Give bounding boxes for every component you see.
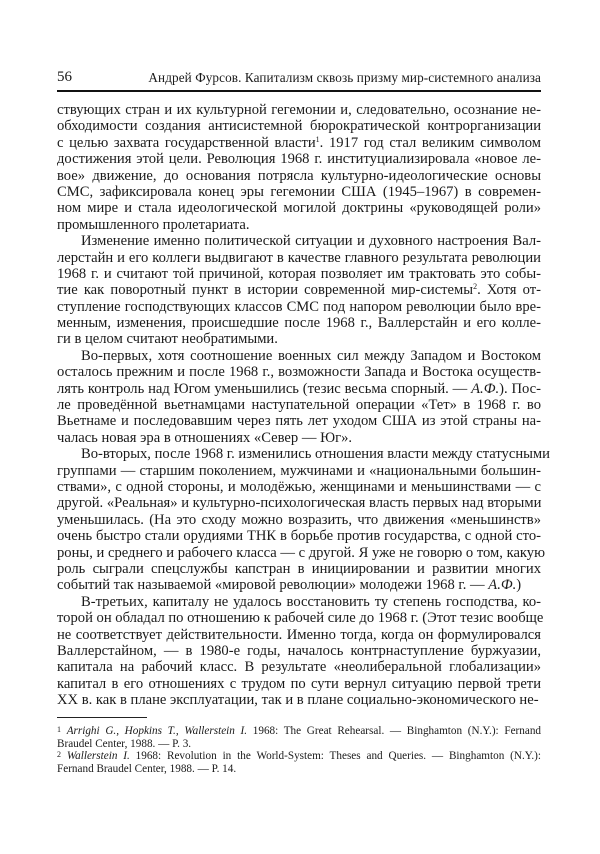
text-segment: роны, и среднего и рабочего класса — с другой. Я уже не говорю о том, какую: [57, 544, 545, 561]
page-number: 56: [57, 69, 72, 85]
text-segment: . 1917 год стал великим символом: [319, 134, 542, 151]
paragraph: [57, 102, 541, 233]
text-segment: не соответствует действительности. Именно тогда, когда он формулировался: [57, 626, 541, 643]
text-line: [57, 168, 541, 184]
text-line: [57, 135, 541, 151]
text-line: [57, 627, 541, 643]
paragraph: [57, 348, 541, 446]
text-line: [57, 266, 541, 282]
text-line: [57, 495, 541, 511]
text-line: [57, 676, 541, 692]
text-segment: очень быстро стали орудиями ТНК в борьбе против государства, с одной сто-: [57, 528, 541, 545]
text-segment: группами — старшим поколением, мужчинами и «национальными большин-: [57, 462, 541, 479]
text-line: [57, 364, 541, 380]
text-segment: событий так называемой «мировой революции» молодежи 1968 г. —: [57, 577, 489, 594]
text-line: [57, 233, 541, 249]
paragraph: [57, 446, 550, 594]
footnote-marker: 1: [315, 134, 320, 144]
italic-text: Wallerstein I.: [66, 750, 130, 763]
text-segment: с целью захвата государственной власти: [57, 134, 316, 151]
text-segment: 1968: The Great Rehearsal. — Binghamton (N.Y.): Fernand: [247, 725, 542, 737]
text-line: [57, 102, 541, 118]
footnote-separator: [57, 717, 147, 718]
text-segment: XX в. как в плане эксплуатации, так и в плане социально-экономического не-: [57, 692, 539, 709]
text-segment: Во-вторых, после 1968 г. изменились отношения власти между статусными: [81, 446, 550, 463]
text-segment: Fernand Braudel Center, 1988. — P. 14.: [57, 762, 237, 775]
footnote: [57, 750, 541, 775]
text-line: [57, 763, 541, 776]
body-text: [57, 102, 550, 709]
text-segment: В-третьих, капиталу не удалось восстановить ту степень господства, ко-: [81, 593, 541, 610]
text-segment: капитала на рабочий класс. В результате «неолиберальной глобализации»: [57, 659, 541, 676]
text-segment: уменьшилась. (На это сходу можно возразить, что движения «меньшинств»: [57, 511, 541, 528]
text-line: [57, 151, 541, 167]
text-line: [57, 561, 541, 577]
text-segment: ном мире и стала идеологической могилой доктрины «руководящей роли»: [57, 200, 541, 217]
text-segment: ). Пос-: [499, 380, 541, 397]
text-line: [57, 479, 541, 495]
text-segment: ): [516, 577, 522, 594]
text-segment: 1968: Revolution in the World-System: Theses and Queries. — Binghamton (N.Y.):: [129, 750, 542, 763]
text-line: [57, 299, 541, 315]
text-segment: промышленного пролетариата.: [57, 216, 250, 233]
text-segment: менным, изменения, происшедшие после 1968 г., Валлерстайн и его колле-: [57, 315, 541, 332]
footnote-marker: 2: [57, 750, 61, 760]
text-segment: ствующих стран и их культурной гегемонии и, следовательно, осознание не-: [57, 102, 541, 118]
italic-text: А.Ф.: [471, 380, 500, 397]
text-line: [57, 528, 541, 544]
paragraph: [57, 233, 541, 348]
text-line: [57, 217, 541, 233]
text-line: [57, 315, 541, 331]
running-title: Андрей Фурсов. Капитализм сквозь призму мир-системного анализа: [148, 70, 541, 85]
text-segment: обходимости создания антисистемной бюрократической контрорганизации: [57, 118, 541, 135]
text-segment: Braudel Center, 1988. — P. 3.: [57, 737, 192, 750]
text-segment: ступление господствующих классов СМС под напором революции было вре-: [57, 298, 541, 315]
text-line: [57, 738, 541, 751]
text-segment: достижения этой цели. Революция 1968 г. институциализировала «новое ле-: [57, 151, 541, 168]
text-segment: роль сыграли спецслужбы капстран в инициировании и развитии многих: [57, 560, 541, 577]
text-segment: лять контроль над Югом уменьшились (тезис весьма спорный. —: [57, 380, 472, 397]
text-line: [57, 610, 544, 627]
italic-text: Arrighi G., Hopkins T., Wallerstein I.: [66, 725, 248, 737]
text-line: [57, 331, 541, 347]
text-segment: 1968 г. и считают той причиной, которая позволяет им трактовать это собы-: [57, 265, 541, 282]
text-line: [57, 577, 541, 593]
text-segment: СМС, зафиксировала конец эры гегемонии США (1945–1967) в современ-: [57, 183, 541, 200]
text-segment: . Хотя от-: [477, 282, 541, 299]
text-line: [57, 446, 550, 463]
text-line: [57, 282, 541, 298]
text-segment: Валлерстайном, — в 1980-е годы, началось контрнаступление буржуазии,: [57, 642, 541, 659]
text-segment: тие как поворотный пункт в истории современной мир-системы: [57, 282, 474, 299]
text-line: [57, 184, 541, 200]
text-line: [57, 750, 541, 763]
text-line: [57, 659, 541, 675]
text-line: [57, 397, 541, 413]
text-segment: ствами», с одной стороны, и молодёжью, женщинами и меньшинствами — с: [57, 478, 541, 495]
text-segment: ле проведённой вьетнамцами наступательной операции «Тет» в 1968 г. во: [57, 397, 541, 414]
text-line: [57, 413, 541, 429]
italic-text: А.Ф.: [488, 577, 517, 594]
text-segment: капитал в его отношениях с трудом по сути вернул ситуацию первой трети: [57, 675, 541, 692]
text-line: [57, 692, 541, 708]
text-line: [57, 348, 541, 364]
text-line: [57, 512, 541, 528]
text-segment: вое» движение, до основания потрясла культурно-идеологические основы: [57, 167, 541, 184]
text-line: [57, 594, 541, 610]
text-segment: Изменение именно политической ситуации и духовного настроения Вал-: [81, 233, 541, 250]
text-segment: осталось прежним и после 1968 г., возможности Запада и Востока осуществ-: [57, 364, 541, 381]
footnote-marker: 1: [57, 725, 61, 734]
text-line: [57, 725, 541, 738]
footnote: [57, 725, 541, 750]
text-line: [57, 200, 541, 216]
text-segment: Во-первых, хотя соотношение военных сил между Западом и Востоком: [81, 347, 541, 364]
text-segment: чалась новая эра в отношениях «Север — Юг».: [57, 429, 353, 446]
text-segment: другой. «Реальная» и культурно-психологическая власть первых над вторыми: [57, 495, 542, 512]
text-line: [57, 463, 541, 479]
text-line: [57, 430, 541, 446]
text-line: [57, 381, 541, 397]
text-segment: Вьетнаме и последовавшим через пять лет уходом США из этой страны на-: [57, 413, 541, 430]
text-line: [57, 544, 545, 561]
header-rule: [57, 90, 541, 92]
text-segment: торой он обладал по отношению к рабочей силе до 1968 г. (Этот тезис вообще: [57, 610, 544, 627]
text-line: [57, 643, 541, 659]
footnotes: [57, 725, 541, 775]
running-header: [57, 69, 541, 89]
text-segment: лерстайн и его коллеги выдвигают в качестве главного результата революции: [57, 249, 541, 266]
text-line: [57, 250, 541, 266]
text-line: [57, 118, 541, 134]
paragraph: [57, 593, 544, 709]
text-segment: ги в целом считают необратимыми.: [57, 331, 278, 348]
footnote-marker: 2: [473, 282, 478, 292]
